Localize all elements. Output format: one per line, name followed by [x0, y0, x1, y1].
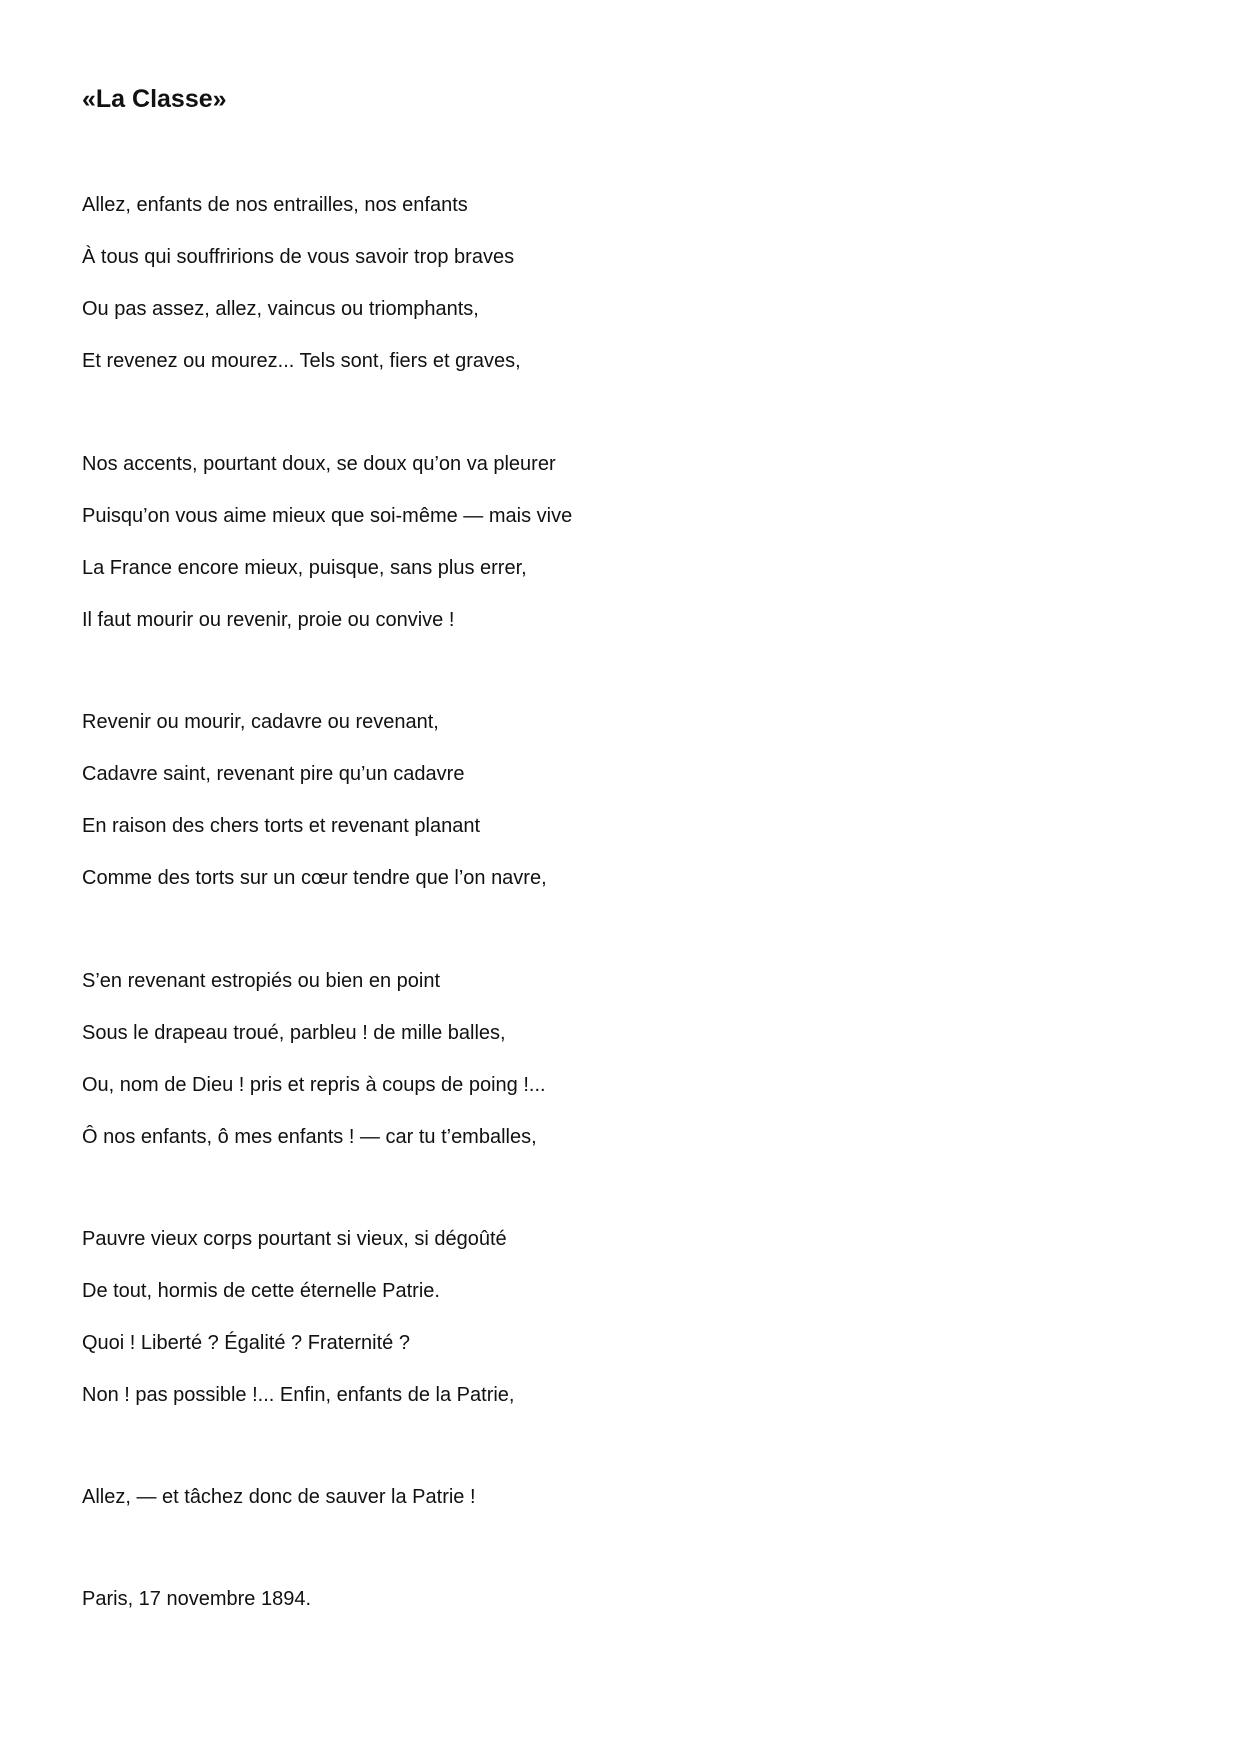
poem-line: De tout, hormis de cette éternelle Patrie.	[82, 1280, 440, 1302]
poem-line: Ou pas assez, allez, vaincus ou triomphants,	[82, 298, 479, 320]
poem-line: En raison des chers torts et revenant planant	[82, 815, 481, 837]
poem-line: Nos accents, pourtant doux, se doux qu’on va pleurer	[82, 453, 556, 475]
poem-line: Allez, — et tâchez donc de sauver la Patrie !	[82, 1486, 476, 1508]
poem-line: Et revenez ou mourez... Tels sont, fiers et graves,	[82, 350, 521, 372]
poem-line: Cadavre saint, revenant pire qu’un cadavre	[82, 763, 465, 785]
poem-line: À tous qui souffririons de vous savoir trop braves	[82, 246, 515, 268]
poem-line: Revenir ou mourir, cadavre ou revenant,	[82, 711, 439, 733]
poem-line: Il faut mourir ou revenir, proie ou convive !	[82, 609, 455, 631]
poem-line: Non ! pas possible !... Enfin, enfants de la Patrie,	[82, 1384, 515, 1406]
poem-line: Ou, nom de Dieu ! pris et repris à coups de poing !...	[82, 1074, 546, 1096]
poem-line: Comme des torts sur un cœur tendre que l’on navre,	[82, 867, 547, 889]
poem-line: Puisqu’on vous aime mieux que soi-même — mais vive	[82, 505, 573, 527]
poem-line: S’en revenant estropiés ou bien en point	[82, 970, 441, 992]
poem-line: Allez, enfants de nos entrailles, nos enfants	[82, 194, 468, 216]
poem-title: «La Classe»	[82, 85, 227, 113]
poem-line: Sous le drapeau troué, parbleu ! de mille balles,	[82, 1022, 506, 1044]
poem-line: Ô nos enfants, ô mes enfants ! — car tu t’emballes,	[82, 1126, 537, 1148]
poem-line: La France encore mieux, puisque, sans plus errer,	[82, 557, 527, 579]
poem-line: Pauvre vieux corps pourtant si vieux, si dégoûté	[82, 1228, 507, 1250]
poem-line: Quoi ! Liberté ? Égalité ? Fraternité ?	[82, 1332, 410, 1354]
poem-signature: Paris, 17 novembre 1894.	[82, 1588, 312, 1610]
